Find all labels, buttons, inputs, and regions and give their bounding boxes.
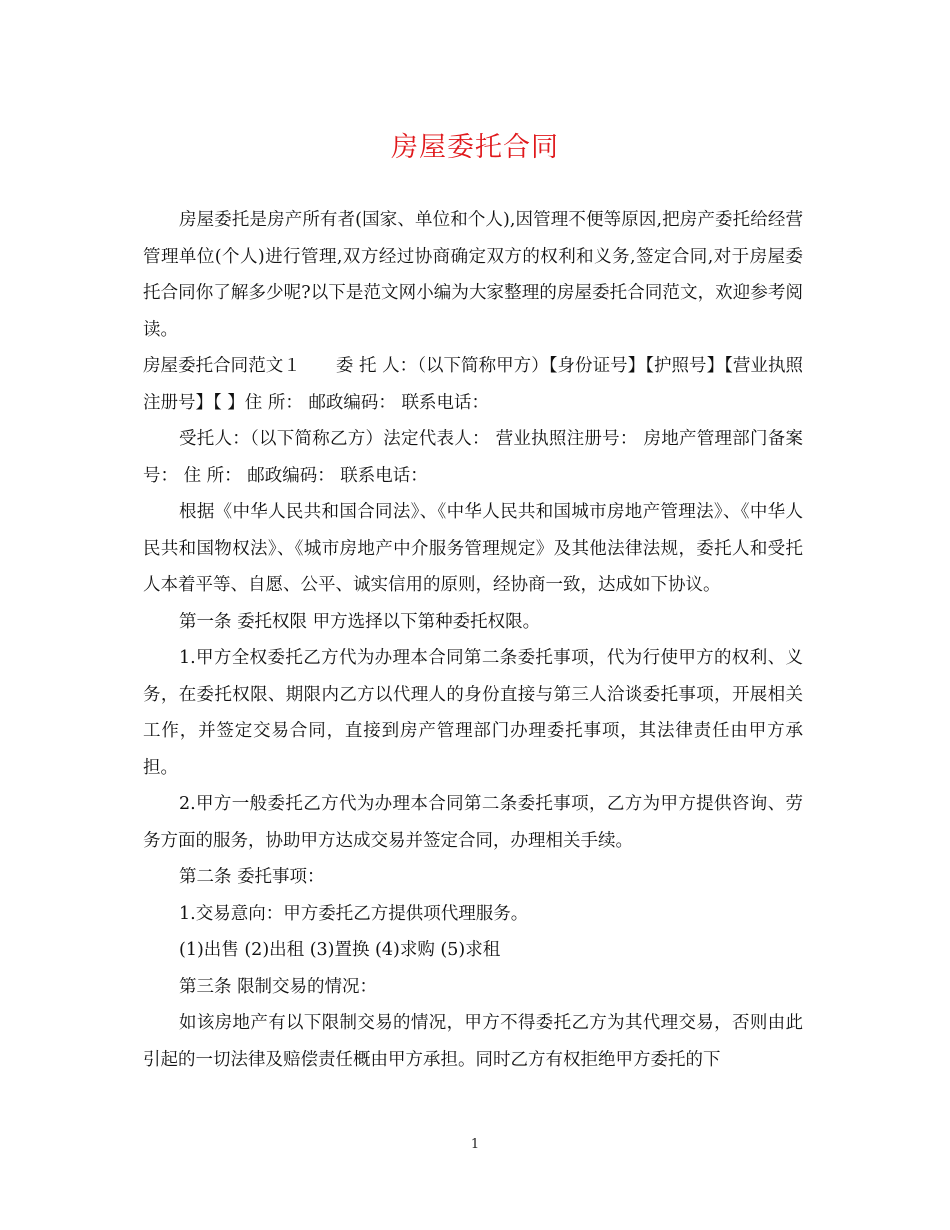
document-body [143, 202, 803, 1078]
article-1-clause-2: 2.甲方一般委托乙方代为办理本合同第二条委托事项，乙方为甲方提供咨询、劳务方面的服务，协助甲方达成交易并签定合同，办理相关手续。 [143, 794, 803, 851]
article-3-heading: 第三条 限制交易的情况： [179, 976, 378, 997]
article-3-body: 如该房地产有以下限制交易的情况，甲方不得委托乙方为其代理交易，否则由此引起的一切法律及赔偿责任概由甲方承担。同时乙方有权拒绝甲方委托的下 [143, 1013, 803, 1070]
paragraph-intro: 房屋委托是房产所有者(国家、单位和个人),因管理不便等原因,把房产委托给经营管理单位(个人)进行管理,双方经过协商确定双方的权利和义务,签定合同,对于房屋委托合同你了解多少呢?以下是范文网小编为大家整理的房屋委托合同范文，欢迎参考阅读。 [143, 210, 803, 340]
paragraph-entrusting-party: 房屋委托合同范文１ 委 托 人：（以下简称甲方）【身份证号】【护照号】【营业执照注册号】【 】住 所： 邮政编码： 联系电话： [143, 356, 803, 413]
article-2-options: (1)出售 (2)出租 (3)置换 (4)求购 (5)求租 [179, 940, 501, 960]
paragraph-legal-basis: 根据《中华人民共和国合同法》、《中华人民共和国城市房地产管理法》、《中华人民共和国物权法》、《城市房地产中介服务管理规定》及其他法律法规，委托人和受托人本着平等、自愿、公平、诚实信用的原则，经协商一致，达成如下协议。 [143, 502, 803, 595]
article-2-clause-1: 1.交易意向：甲方委托乙方提供项代理服务。 [179, 903, 529, 924]
article-1-clause-1: 1.甲方全权委托乙方代为办理本合同第二条委托事项，代为行使甲方的权利、义务，在委托权限、期限内乙方以代理人的身份直接与第三人洽谈委托事项，开展相关工作，并签定交易合同，直接到房产管理部门办理委托事项，其法律责任由甲方承担。 [143, 648, 803, 778]
page-number: 1 [470, 1137, 480, 1152]
article-2-heading: 第二条 委托事项： [179, 867, 325, 887]
document-title: 房屋委托合同 [391, 132, 559, 163]
paragraph-trustee: 受托人：（以下简称乙方）法定代表人： 营业执照注册号： 房地产管理部门备案号： 住 所： 邮政编码： 联系电话： [143, 429, 803, 486]
article-1-heading: 第一条 委托权限 甲方选择以下第种委托权限。 [179, 611, 541, 632]
